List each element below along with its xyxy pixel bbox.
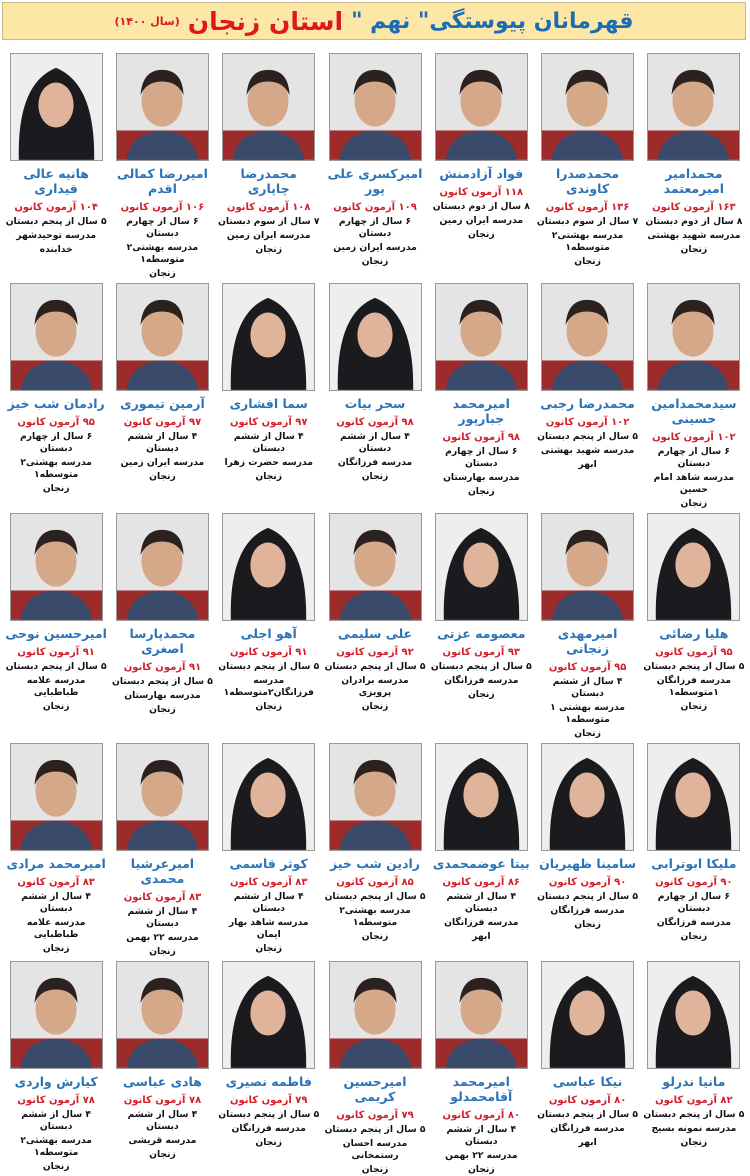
student-name: رادمان شب خیز — [7, 396, 105, 411]
school-name: مدرسه توحیدشهر — [16, 230, 97, 241]
exam-count: ۸۳ آزمون کانون — [229, 877, 308, 888]
city-name: ابهر — [578, 459, 597, 470]
school-name: مدرسه حضرت زهرا — [224, 457, 313, 468]
exam-count: ۸۳ آزمون کانون — [17, 877, 95, 888]
exam-count: ۸۰ آزمون کانون — [442, 1110, 521, 1121]
exam-count: ۱۶۳ آزمون کانون — [652, 202, 736, 213]
student-name: محمدرضا چاپاری — [240, 166, 297, 196]
student-photo — [116, 513, 209, 621]
school-name: مدرسه ایران زمین — [226, 230, 311, 241]
student-name: فواد آزادمنش — [439, 166, 524, 181]
city-name: زنجان — [361, 701, 389, 712]
student-card — [534, 280, 640, 510]
student-photo — [435, 743, 528, 851]
student-card — [109, 280, 215, 510]
school-name: مدرسه ۲۲ بهمن — [445, 1150, 518, 1161]
student-photo — [222, 961, 315, 1069]
student-card — [3, 510, 109, 740]
student-card — [428, 740, 534, 958]
years-info: ۵ سال از پنجم دبستان — [324, 891, 426, 902]
student-photo — [541, 53, 634, 161]
student-photo — [541, 961, 634, 1069]
exam-count: ۹۵ آزمون کانون — [548, 662, 627, 673]
exam-count: ۹۰ آزمون کانون — [548, 877, 627, 888]
years-info: ۵ سال از پنجم دبستان — [324, 1124, 426, 1135]
city-name: زنجان — [467, 486, 495, 497]
student-card — [3, 280, 109, 510]
city-name: زنجان — [574, 919, 601, 930]
student-photo — [435, 961, 528, 1069]
school-name: مدرسه علامه طباطبایی — [26, 917, 86, 940]
years-info: ۴ سال از ششم دبستان — [21, 891, 91, 914]
student-photo — [647, 283, 740, 391]
city-name: زنجان — [42, 701, 70, 712]
city-name: زنجان — [255, 701, 283, 712]
years-info: ۵ سال از پنجم دبستان — [537, 1109, 639, 1120]
city-name: زنجان — [149, 268, 176, 279]
years-info: ۶ سال از چهارم دبستان — [20, 431, 93, 454]
student-name: رادین شب خیز — [330, 856, 420, 871]
student-name: امیرحسین کریمی — [343, 1074, 407, 1104]
city-name: زنجان — [361, 1164, 389, 1175]
student-card — [216, 280, 322, 510]
city-name: زنجان — [149, 946, 176, 957]
exam-count: ۱۳۶ آزمون کانون — [545, 202, 630, 213]
years-info: ۴ سال از ششم دبستان — [446, 1124, 517, 1147]
school-name: مدرسه فرزانگان — [337, 457, 413, 468]
exam-count: ۸۰ آزمون کانون — [548, 1095, 627, 1106]
student-name: فاطمه نصیری — [225, 1074, 312, 1089]
student-photo — [647, 513, 740, 621]
city-name: زنجان — [42, 943, 70, 954]
exam-count: ۷۹ آزمون کانون — [229, 1095, 308, 1106]
student-card — [216, 958, 322, 1176]
years-info: ۷ سال از سوم دبستان — [218, 216, 320, 227]
exam-count: ۱۰۲ آزمون کانون — [545, 417, 630, 428]
years-info: ۴ سال از ششم دبستان — [340, 431, 410, 454]
years-info: ۵ سال از پنجم دبستان — [643, 1109, 745, 1120]
student-name: امیرمحمد مرادی — [6, 856, 106, 871]
exam-count: ۸۶ آزمون کانون — [442, 877, 521, 888]
student-name: محمدصدرا کاوندی — [556, 166, 620, 196]
school-name: مدرسه ۲۲ بهمن — [126, 932, 199, 943]
years-info: ۸ سال از دوم دبستان — [432, 201, 530, 212]
exam-count: ۹۸ آزمون کانون — [442, 432, 521, 443]
school-name: مدرسه ایران زمین — [333, 242, 417, 253]
school-name: مدرسه فرزانگان — [550, 905, 625, 916]
exam-count: ۹۸ آزمون کانون — [336, 417, 414, 428]
exam-count: ۷۸ آزمون کانون — [123, 1095, 202, 1106]
student-photo — [10, 53, 103, 161]
student-card — [109, 740, 215, 958]
years-info: ۵ سال از پنجم دبستان — [430, 661, 532, 672]
student-photo — [116, 743, 209, 851]
student-name: ملیکا ابوترابی — [651, 856, 737, 871]
school-name: مدرسه شهید بهشتی — [540, 445, 635, 456]
exam-count: ۹۵ آزمون کانون — [655, 647, 733, 658]
student-name: کوثر قاسمی — [229, 856, 308, 871]
student-photo — [10, 743, 103, 851]
student-card — [641, 50, 747, 280]
exam-count: ۹۱ آزمون کانون — [229, 647, 308, 658]
student-name: کیارش واردی — [14, 1074, 98, 1089]
city-name: زنجان — [42, 483, 70, 494]
school-name: مدرسه فرزانگان — [444, 917, 519, 928]
years-info: ۶ سال از چهارم دبستان — [445, 446, 518, 469]
student-name: امیرکسری علی پور — [327, 166, 423, 196]
student-card — [109, 958, 215, 1176]
student-name: سما افشاری — [229, 396, 308, 411]
years-info: ۸ سال از دوم دبستان — [645, 216, 743, 227]
years-info: ۵ سال از پنجم دبستان — [537, 891, 639, 902]
city-name: زنجان — [680, 1137, 708, 1148]
school-name: مدرسه بهارستان — [443, 472, 520, 483]
student-name: مانیا ندرلو — [662, 1074, 726, 1089]
years-info: ۶ سال از چهارم دبستان — [657, 891, 730, 914]
city-name: زنجان — [255, 471, 283, 482]
school-name: مدرسه نمونه بسیج — [651, 1123, 737, 1134]
exam-count: ۹۷ آزمون کانون — [123, 417, 202, 428]
city-name: خدابنده — [39, 244, 73, 255]
school-name: مدرسه برادران پرویزی — [341, 675, 409, 698]
student-photo — [329, 961, 422, 1069]
exam-count: ۱۰۸ آزمون کانون — [226, 202, 311, 213]
student-card — [3, 50, 109, 280]
city-name: زنجان — [42, 1161, 70, 1172]
school-name: مدرسه شاهد بهار ایمان — [228, 917, 309, 940]
city-name: زنجان — [255, 1137, 283, 1148]
city-name: زنجان — [255, 943, 283, 954]
student-card — [216, 740, 322, 958]
exam-count: ۹۱ آزمون کانون — [17, 647, 95, 658]
years-info: ۴ سال از ششم دبستان — [127, 1109, 198, 1132]
student-card — [216, 510, 322, 740]
student-card — [322, 740, 428, 958]
city-name: زنجان — [680, 701, 708, 712]
school-name: مدرسه فرزانگان — [444, 675, 519, 686]
city-name: زنجان — [467, 689, 495, 700]
years-info: ۵ سال از پنجم دبستان — [5, 216, 107, 227]
student-card — [641, 280, 747, 510]
years-info: ۴ سال از ششم دبستان — [127, 906, 198, 929]
student-photo — [116, 283, 209, 391]
years-info: ۵ سال از پنجم دبستان — [5, 661, 107, 672]
school-name: مدرسه ایران زمین — [439, 215, 524, 226]
student-photo — [222, 743, 315, 851]
years-info: ۴ سال از ششم دبستان — [21, 1109, 91, 1132]
student-photo — [647, 961, 740, 1069]
exam-count: ۸۲ آزمون کانون — [655, 1095, 733, 1106]
title-year: (سال ۱۴۰۰) — [114, 14, 180, 28]
exam-count: ۸۳ آزمون کانون — [123, 892, 202, 903]
student-name: هلیا رضائی — [659, 626, 729, 641]
student-name: محمدپارسا اصغری — [129, 626, 196, 656]
student-photo — [541, 513, 634, 621]
school-name: مدرسه بهشتی۲ متوسطه۱ — [339, 905, 411, 928]
years-info: ۶ سال از چهارم دبستان — [126, 216, 199, 239]
city-name: زنجان — [361, 931, 389, 942]
years-info: ۴ سال از ششم دبستان — [552, 676, 623, 699]
student-card — [428, 280, 534, 510]
student-name: محمدرضا رجبی — [540, 396, 635, 411]
student-card — [322, 958, 428, 1176]
student-name: امیرمحمد آقامحمدلو — [450, 1074, 513, 1104]
student-photo — [10, 283, 103, 391]
exam-count: ۱۰۹ آزمون کانون — [333, 202, 417, 213]
student-name: آهو اجلی — [240, 626, 297, 641]
title-province: استان زنجان — [187, 6, 344, 36]
student-card — [109, 50, 215, 280]
student-photo — [222, 513, 315, 621]
years-info: ۴ سال از ششم دبستان — [233, 891, 304, 914]
student-card — [109, 510, 215, 740]
student-card — [3, 740, 109, 958]
student-card — [428, 50, 534, 280]
student-card — [641, 510, 747, 740]
student-card — [216, 50, 322, 280]
student-photo — [435, 53, 528, 161]
exam-count: ۹۳ آزمون کانون — [442, 647, 521, 658]
student-photo — [329, 743, 422, 851]
school-name: مدرسه بهشتی۲ متوسطه۱ — [20, 1135, 92, 1158]
school-name: مدرسه بهشتی۲ متوسطه۱ — [551, 230, 624, 253]
school-name: مدرسه بهشتی ۱ متوسطه۱ — [550, 702, 625, 725]
city-name: زنجان — [680, 498, 708, 509]
student-name: معصومه عزتی — [437, 626, 526, 641]
student-name: بیتا عوضمحمدی — [432, 856, 530, 871]
student-name: سیدمحمدامین حسینی — [651, 396, 737, 426]
years-info: ۴ سال از ششم دبستان — [233, 431, 304, 454]
student-name: هادی عباسی — [123, 1074, 202, 1089]
school-name: مدرسه بهارستان — [124, 690, 201, 701]
years-info: ۶ سال از چهارم دبستان — [338, 216, 412, 239]
city-name: زنجان — [255, 244, 283, 255]
student-photo — [329, 513, 422, 621]
student-name: نیکا عباسی — [552, 1074, 623, 1089]
student-card — [428, 510, 534, 740]
student-card — [534, 958, 640, 1176]
student-card — [534, 510, 640, 740]
student-photo — [435, 513, 528, 621]
student-name: امیرعرشیا محمدی — [130, 856, 195, 886]
years-info: ۵ سال از پنجم دبستان — [537, 431, 639, 442]
student-photo — [647, 53, 740, 161]
student-name: سامینا ظهیریان — [539, 856, 637, 871]
exam-count: ۹۲ آزمون کانون — [336, 647, 414, 658]
exam-count: ۹۷ آزمون کانون — [229, 417, 308, 428]
student-name: امیررضا کمالی اقدم — [116, 166, 208, 196]
student-card — [3, 958, 109, 1176]
years-info: ۵ سال از پنجم دبستان — [324, 661, 426, 672]
student-photo — [541, 283, 634, 391]
city-name: زنجان — [361, 471, 389, 482]
student-photo — [329, 53, 422, 161]
student-photo — [222, 283, 315, 391]
student-photo — [435, 283, 528, 391]
student-photo — [541, 743, 634, 851]
student-photo — [329, 283, 422, 391]
city-name: زنجان — [680, 244, 708, 255]
student-photo — [10, 513, 103, 621]
city-name: زنجان — [574, 256, 601, 267]
city-name: ابهر — [472, 931, 491, 942]
school-name: مدرسه فرزانگان — [656, 917, 732, 928]
school-name: مدرسه فرزانگان۲متوسطه۱ — [223, 675, 314, 698]
years-info: ۵ سال از پنجم دبستان — [112, 676, 213, 687]
student-name: علی سلیمی — [337, 626, 413, 641]
school-name: مدرسه فرزانگان ۱متوسطه۱ — [656, 675, 732, 698]
city-name: زنجان — [149, 704, 176, 715]
student-card — [322, 510, 428, 740]
student-photo — [222, 53, 315, 161]
school-name: مدرسه قریشی — [128, 1135, 197, 1146]
student-card — [641, 740, 747, 958]
school-name: مدرسه فرزانگان — [231, 1123, 306, 1134]
exam-count: ۹۵ آزمون کانون — [17, 417, 95, 428]
student-photo — [647, 743, 740, 851]
exam-count: ۱۰۲ آزمون کانون — [652, 432, 736, 443]
years-info: ۷ سال از سوم دبستان — [536, 216, 639, 227]
student-photo — [116, 961, 209, 1069]
exam-count: ۱۰۴ آزمون کانون — [14, 202, 98, 213]
student-card — [534, 740, 640, 958]
years-info: ۵ سال از پنجم دبستان — [643, 661, 745, 672]
school-name: مدرسه شاهد امام حسین — [653, 472, 735, 495]
city-name: ابهر — [578, 1137, 597, 1148]
exam-count: ۱۰۶ آزمون کانون — [120, 202, 205, 213]
city-name: زنجان — [467, 1164, 495, 1175]
student-name: امیرمحمد جبارپور — [452, 396, 510, 426]
city-name: زنجان — [680, 931, 708, 942]
exam-count: ۷۹ آزمون کانون — [336, 1110, 414, 1121]
title-champions: قهرمانان پیوستگی" نهم " — [351, 8, 634, 34]
school-name: مدرسه علامه طباطبایی — [26, 675, 86, 698]
student-card — [428, 958, 534, 1176]
student-photo — [10, 961, 103, 1069]
student-name: آرمین تیموری — [120, 396, 205, 411]
student-card — [322, 50, 428, 280]
school-name: مدرسه بهشتی۲ متوسطه۱ — [20, 457, 92, 480]
years-info: ۶ سال از چهارم دبستان — [657, 446, 730, 469]
school-name: مدرسه بهشتی۲ متوسطه۱ — [126, 242, 199, 265]
city-name: زنجان — [149, 1149, 176, 1160]
exam-count: ۸۵ آزمون کانون — [336, 877, 414, 888]
city-name: زنجان — [574, 728, 601, 739]
student-name: امیرحسین نوحی — [5, 626, 107, 641]
school-name: مدرسه احسان رستمخانی — [342, 1138, 408, 1161]
city-name: زنجان — [467, 229, 495, 240]
student-name: امیرمهدی زنجانی — [557, 626, 618, 656]
city-name: زنجان — [149, 471, 176, 482]
years-info: ۴ سال از ششم دبستان — [446, 891, 517, 914]
exam-count: ۱۱۸ آزمون کانون — [439, 187, 524, 198]
student-name: محمدامیر امیرمعتمد — [663, 166, 725, 196]
student-card — [641, 958, 747, 1176]
exam-count: ۹۱ آزمون کانون — [123, 662, 202, 673]
city-name: زنجان — [361, 256, 389, 267]
poster-header — [2, 2, 746, 40]
student-name: سحر بیات — [344, 396, 406, 411]
student-card — [322, 280, 428, 510]
years-info: ۵ سال از پنجم دبستان — [218, 1109, 320, 1120]
student-photo — [116, 53, 209, 161]
student-grid — [3, 50, 747, 1176]
school-name: مدرسه ایران زمین — [120, 457, 205, 468]
exam-count: ۷۸ آزمون کانون — [17, 1095, 95, 1106]
student-name: هانیه عالی قیداری — [23, 166, 89, 196]
student-card — [534, 50, 640, 280]
years-info: ۴ سال از ششم دبستان — [127, 431, 198, 454]
years-info: ۵ سال از پنجم دبستان — [218, 661, 320, 672]
school-name: مدرسه شهید بهشتی — [647, 230, 741, 241]
school-name: مدرسه فرزانگان — [550, 1123, 625, 1134]
exam-count: ۹۰ آزمون کانون — [655, 877, 733, 888]
